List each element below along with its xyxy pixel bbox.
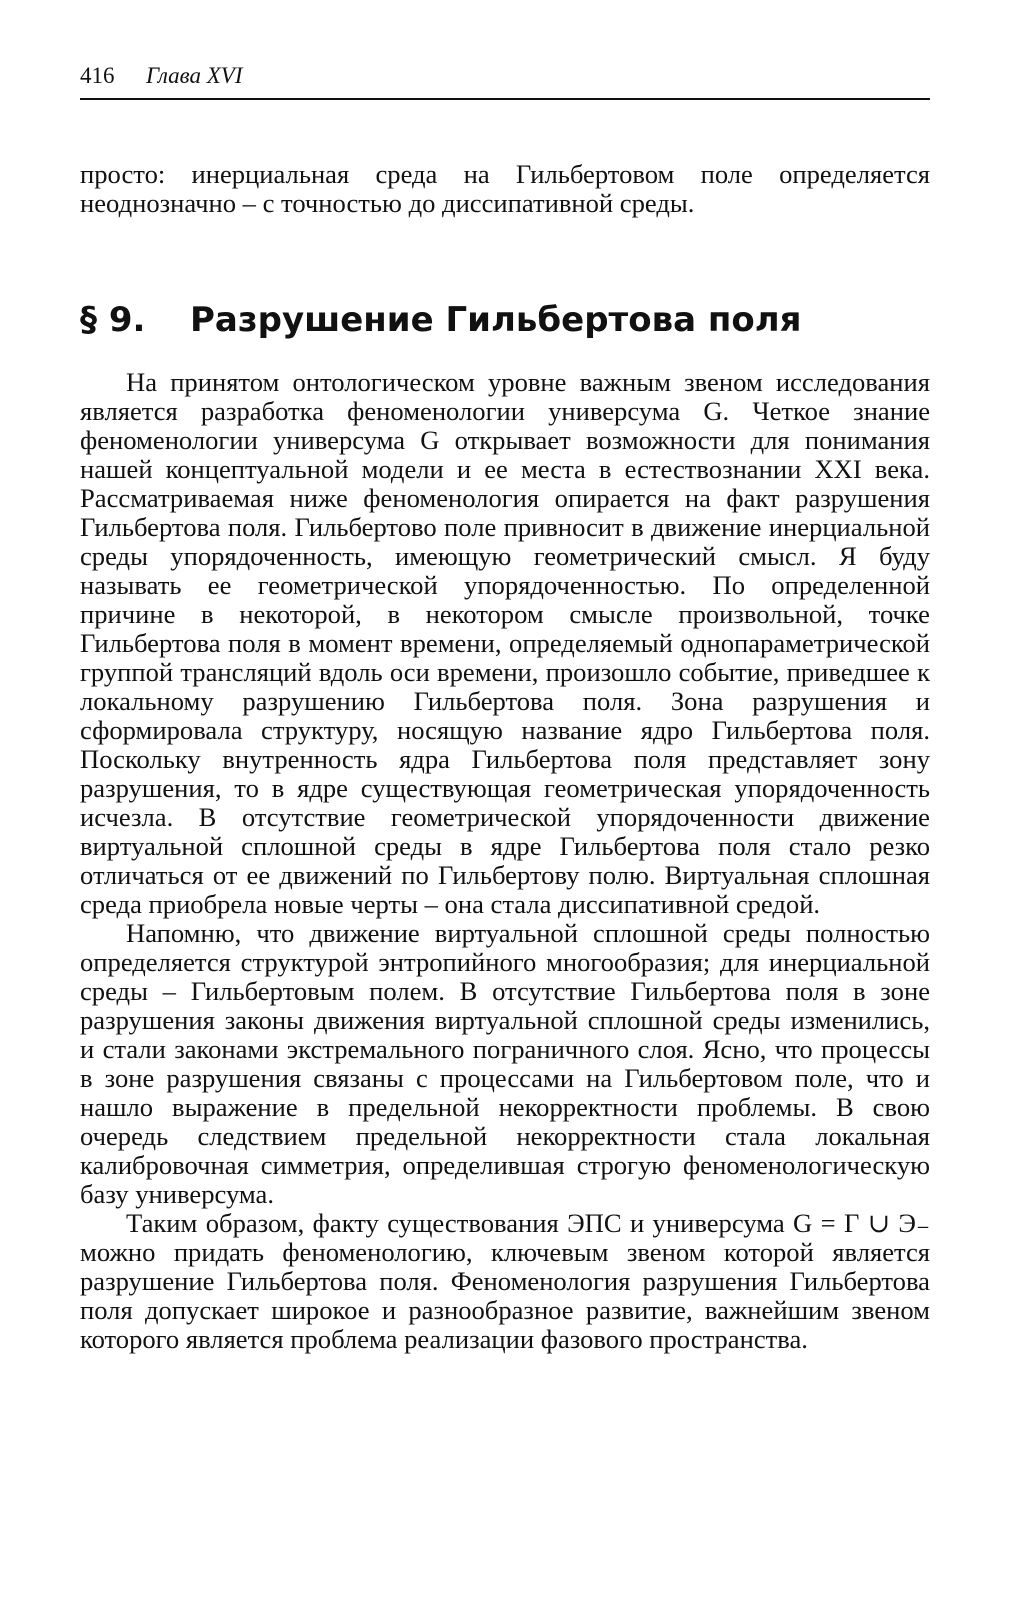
intro-text-block bbox=[80, 160, 930, 218]
section-heading bbox=[80, 300, 930, 340]
page-number: 416 bbox=[80, 63, 115, 88]
paragraph-3: Таким образом, факту существования ЭПС и универсума G = Г ∪ Э₋ можно придать феноменологию, ключевым звеном которой является разрушение Гильбертова поля. Феноменология разрушения Гильбертова поля допускает широкое и разнообразное развитие, важнейшим звеном которого является проблема реализации фазового пространства. bbox=[80, 1208, 930, 1354]
running-head bbox=[80, 60, 930, 100]
chapter-title: Глава XVI bbox=[146, 63, 243, 88]
book-page bbox=[80, 60, 930, 1354]
paragraph-1: На принятом онтологическом уровне важным звеном исследования является разработка феноменологии универсума G. Четкое знание феноменологии универсума G открывает возможности для понимания нашей концептуальной модели и ее места в естествознании XXI века. Рассматриваемая ниже феноменология опирается на факт разрушения Гильбертова поля. Гильбертово поле привносит в движение инерциальной среды упорядоченность, имеющую геометрический смысл. Я буду называть ее геометрической упорядоченностью. По определенной причине в некоторой, в некотором смысле произвольной, точке Гильбертова поля в момент времени, определяемый однопараметрической группой трансляций вдоль оси времени, произошло событие, приведшее к локальному разрушению Гильбертова поля. Зона разрушения и сформировала структуру, носящую название ядро Гильбертова поля. Поскольку внутренность ядра Гильбертова поля представляет зону разрушения, то в ядре существующая геометрическая упорядоченность исчезла. В отсутствие геометрической упорядоченности движение виртуальной сплошной среды в ядре Гильбертова поля стало резко отличаться от ее движений по Гильбертову полю. Виртуальная сплошная среда приобрела новые черты – она стала диссипативной средой. bbox=[80, 367, 930, 919]
section-body bbox=[80, 368, 930, 1354]
section-number: § 9. bbox=[80, 300, 146, 340]
section-title: Разрушение Гильбертова поля bbox=[190, 300, 802, 340]
intro-paragraph: просто: инерциальная среда на Гильбертовом поле определяется неоднозначно – с точностью до диссипативной среды. bbox=[80, 159, 930, 218]
paragraph-2: Напомню, что движение виртуальной сплошной среды полностью определяется структурой энтропийного многообразия; для инерциальной среды – Гильбертовым полем. В отсутствие Гильбертова поля в зоне разрушения законы движения виртуальной сплошной среды изменились, и стали законами экстремального пограничного слоя. Ясно, что процессы в зоне разрушения связаны с процессами на Гильбертовом поле, что и нашло выражение в предельной некорректности проблемы. В свою очередь следствием предельной некорректности стала локальная калибровочная симметрия, определившая строгую феноменологическую базу универсума. bbox=[80, 918, 930, 1209]
